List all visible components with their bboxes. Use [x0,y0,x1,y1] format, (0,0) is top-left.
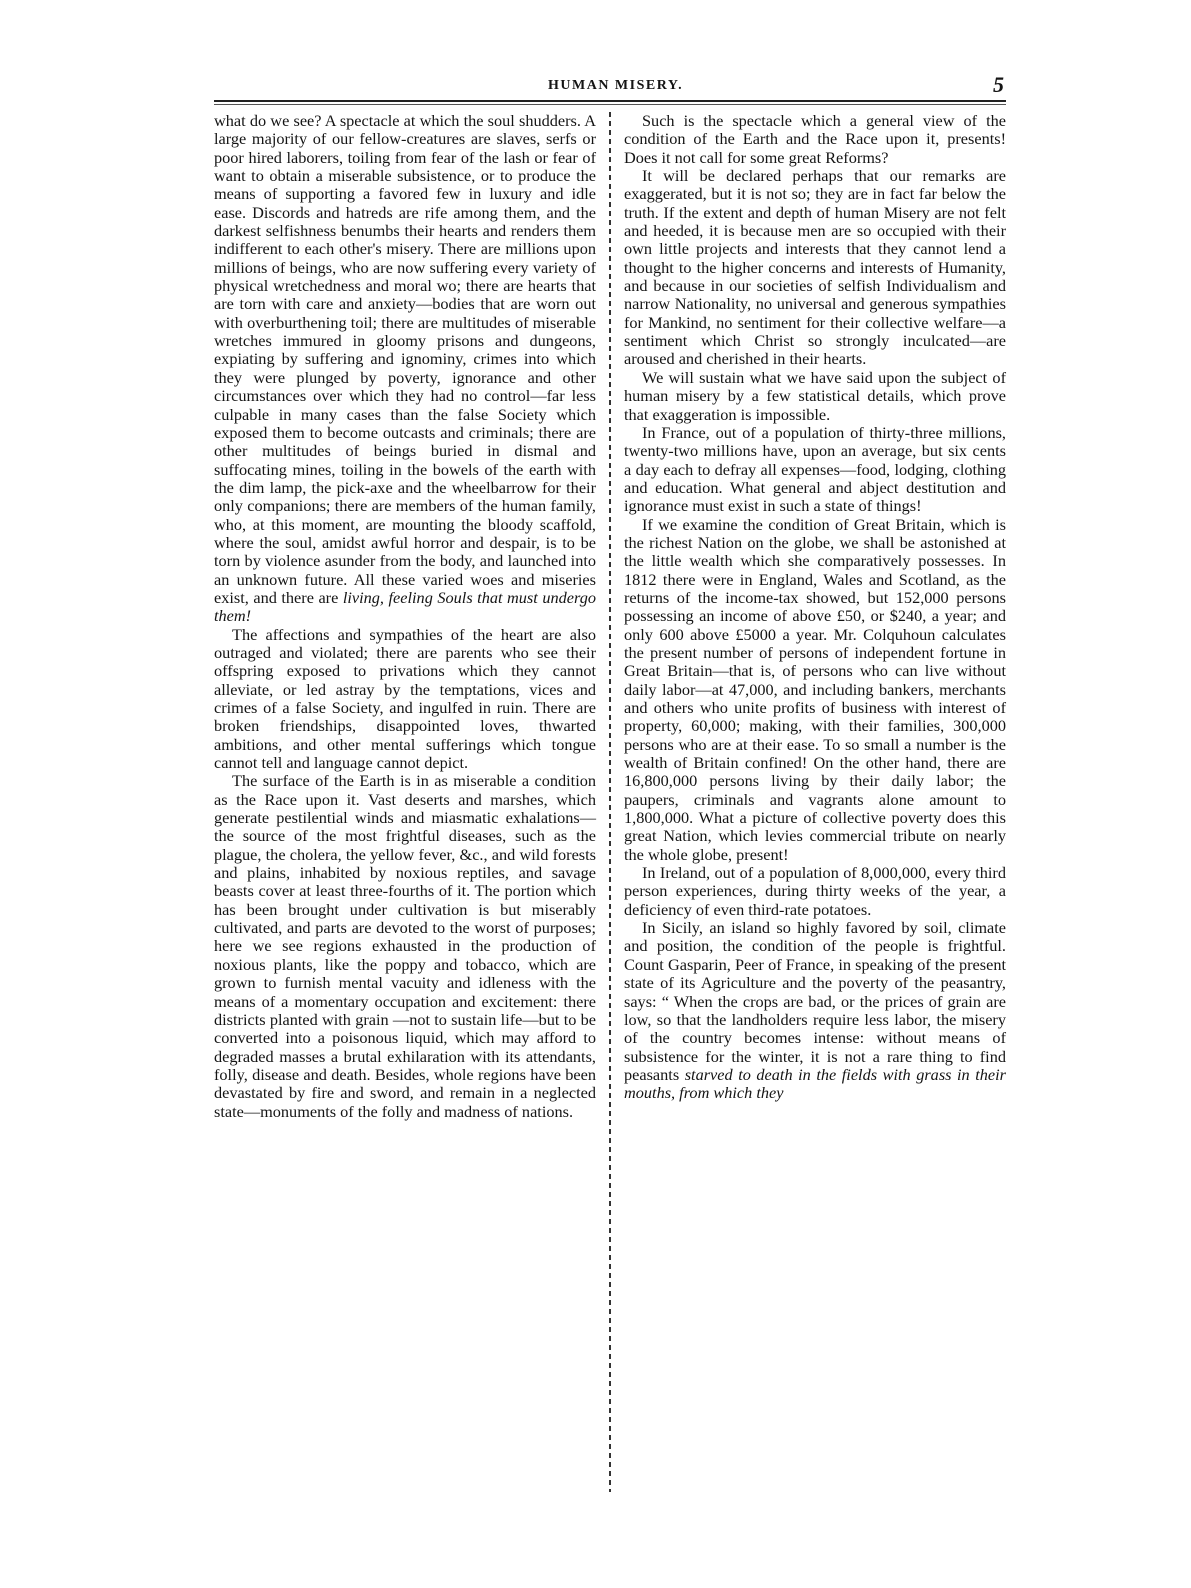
paragraph: If we examine the condition of Great Britain, which is the richest Nation on the globe, we shall be astonished at the little wealth which she comparatively possesses. In 1812 there were in England, Wales and Scotland, as the returns of the income-tax showed, but 152,000 persons possessing an income of above £50, or $240, a year; and only 600 above £5000 a year. Mr. Colquhoun calculates the present number of persons of independent fortune in Great Britain—that is, of persons who can live without daily labor—at 47,000, and including bankers, merchants and others who unite profits of business with interest of property, 60,000; making, with their families, 300,000 persons who are at their ease. To so small a number is the wealth of Britain confined! On the other hand, there are 16,800,000 persons living by their daily labor; the paupers, criminals and vagrants alone amount to 1,800,000. What a picture of collective poverty does this great Nation, which levies commercial tribute on nearly the whole globe, present! [624,514,1006,864]
paragraph: Such is the spectacle which a general view of the condition of the Earth and the Race upon it, presents! Does it not call for some great Reforms? [624,111,1006,167]
paragraph [624,919,1006,1102]
paragraph-text: In Sicily, an island so highly favored by soil, climate and position, the condition of the people is frightful. Count Gasparin, Peer of France, in speaking of the present state of its Agriculture and the poverty of the peasantry, says: “ When the crops are bad, or the prices of grain are low, so that the landholders require less labor, the misery of the country becomes intense: without means of subsistence for the winter, it is not a rare thing to find peasants [624,918,1006,1084]
header-rule-thin [214,104,1006,105]
header-rule [214,100,1006,102]
paragraph: We will sustain what we have said upon the subject of human misery by a few statistical details, which prove that exaggeration is impossible. [624,367,1006,424]
paragraph: It will be declared perhaps that our remarks are exaggerated, but it is not so; they are in fact far below the truth. If the extent and depth of human Misery are not felt and heeded, it is because men are so occupied with their own little projects and interests that they cannot lend a thought to the higher concerns and interests of Humanity, and because in our societies of selfish Individualism and narrow Nationality, no universal and generous sympathies for Mankind, no sentiment for their collective welfare—a sentiment which Christ so strongly inculcated—are aroused and cherished in their hearts. [624,166,1006,369]
paragraph [214,112,596,626]
paragraph: The affections and sympathies of the heart are also outraged and violated; there are parents who see their offspring exposed to privations which they cannot alleviate, or led astray by the temptations, vices and crimes of a false Society, and ingulfed in ruin. There are broken friendships, disappointed loves, thwarted ambitions, and other mental sufferings which tongue cannot tell and language cannot depict. [214,624,596,773]
italic-text: living, feeling Souls that must undergo them! [214,587,596,626]
paragraph-text: what do we see? A spectacle at which the soul shudders. A large majority of our fellow-creatures are slaves, serfs or poor hired laborers, toiling from fear of the lash or fear of want to obtain a miserable subsistence, or to produce the means of supporting a favored few in luxury and idle ease. Discords and hatreds are rife among them, and the darkest selfishness benumbs their hearts and renders them indifferent to each other's misery. There are millions upon millions of beings, who are now suffering every variety of physical wretchedness and moral wo; there are hearts that are torn with care and anxiety—bodies that are worn out with overburthening toil; there are multitudes of miserable wretches immured in gloomy prisons and dungeons, expiating by suffering and ignominy, crimes into which they were plunged by poverty, ignorance and other circumstances over which they had no control—far less culpable in many cases than the false Society which exposed them to become outcasts and criminals; there are other multitudes of beings buried in dismal and suffocating mines, toiling in the bowels of the earth with the dim lamp, the pick-axe and the wheelbarrow for their only companions; there are members of the human family, who, at this moment, are mounting the bloody scaffold, where the soul, amidst awful horror and despair, is to be torn by violence asunder from the body, and launched into an unknown future. All these varied woes and miseries exist, and there are [214,111,596,607]
left-column [214,112,596,1121]
paragraph: In Ireland, out of a population of 8,000,000, every third person experiences, during thirty weeks of the year, a deficiency of even third-rate potatoes. [624,863,1006,919]
page-number: 5 [993,72,1004,97]
right-column [624,112,1006,1103]
running-head: HUMAN MISERY. [548,78,684,93]
paragraph: In France, out of a population of thirty-three millions, twenty-two millions have, upon an average, but six cents a day each to defray all expenses—food, lodging, clothing and education. What general and abject destitution and ignorance must exist in such a state of things! [624,422,1006,516]
paragraph: The surface of the Earth is in as miserable a condition as the Race upon it. Vast deserts and marshes, which generate pestilential winds and miasmatic exhalations—the source of the most frightful diseases, such as the plague, the cholera, the yellow fever, &c., and wild forests and plains, inhabited by noxious reptiles, and savage beasts cover at least three-fourths of it. The portion which has been brought under cultivation is but miserably cultivated, and parts are devoted to the worst of purposes; here we see regions exhausted in the production of noxious plants, like the poppy and tobacco, which are grown to furnish mental vacuity and idleness with the means of a momentary occupation and excitement: there districts planted with grain —not to sustain life—but to be converted into a poisonous liquid, which may afford to degraded masses a brutal exhilaration with its attendants, folly, disease and death. Besides, whole regions have been devastated by fire and sword, and remain in a neglected state—monuments of the folly and madness of nations. [214,771,596,1121]
column-divider [606,112,614,1492]
italic-text: starved to death in the fields with grass in their mouths, from which they [624,1064,1006,1103]
